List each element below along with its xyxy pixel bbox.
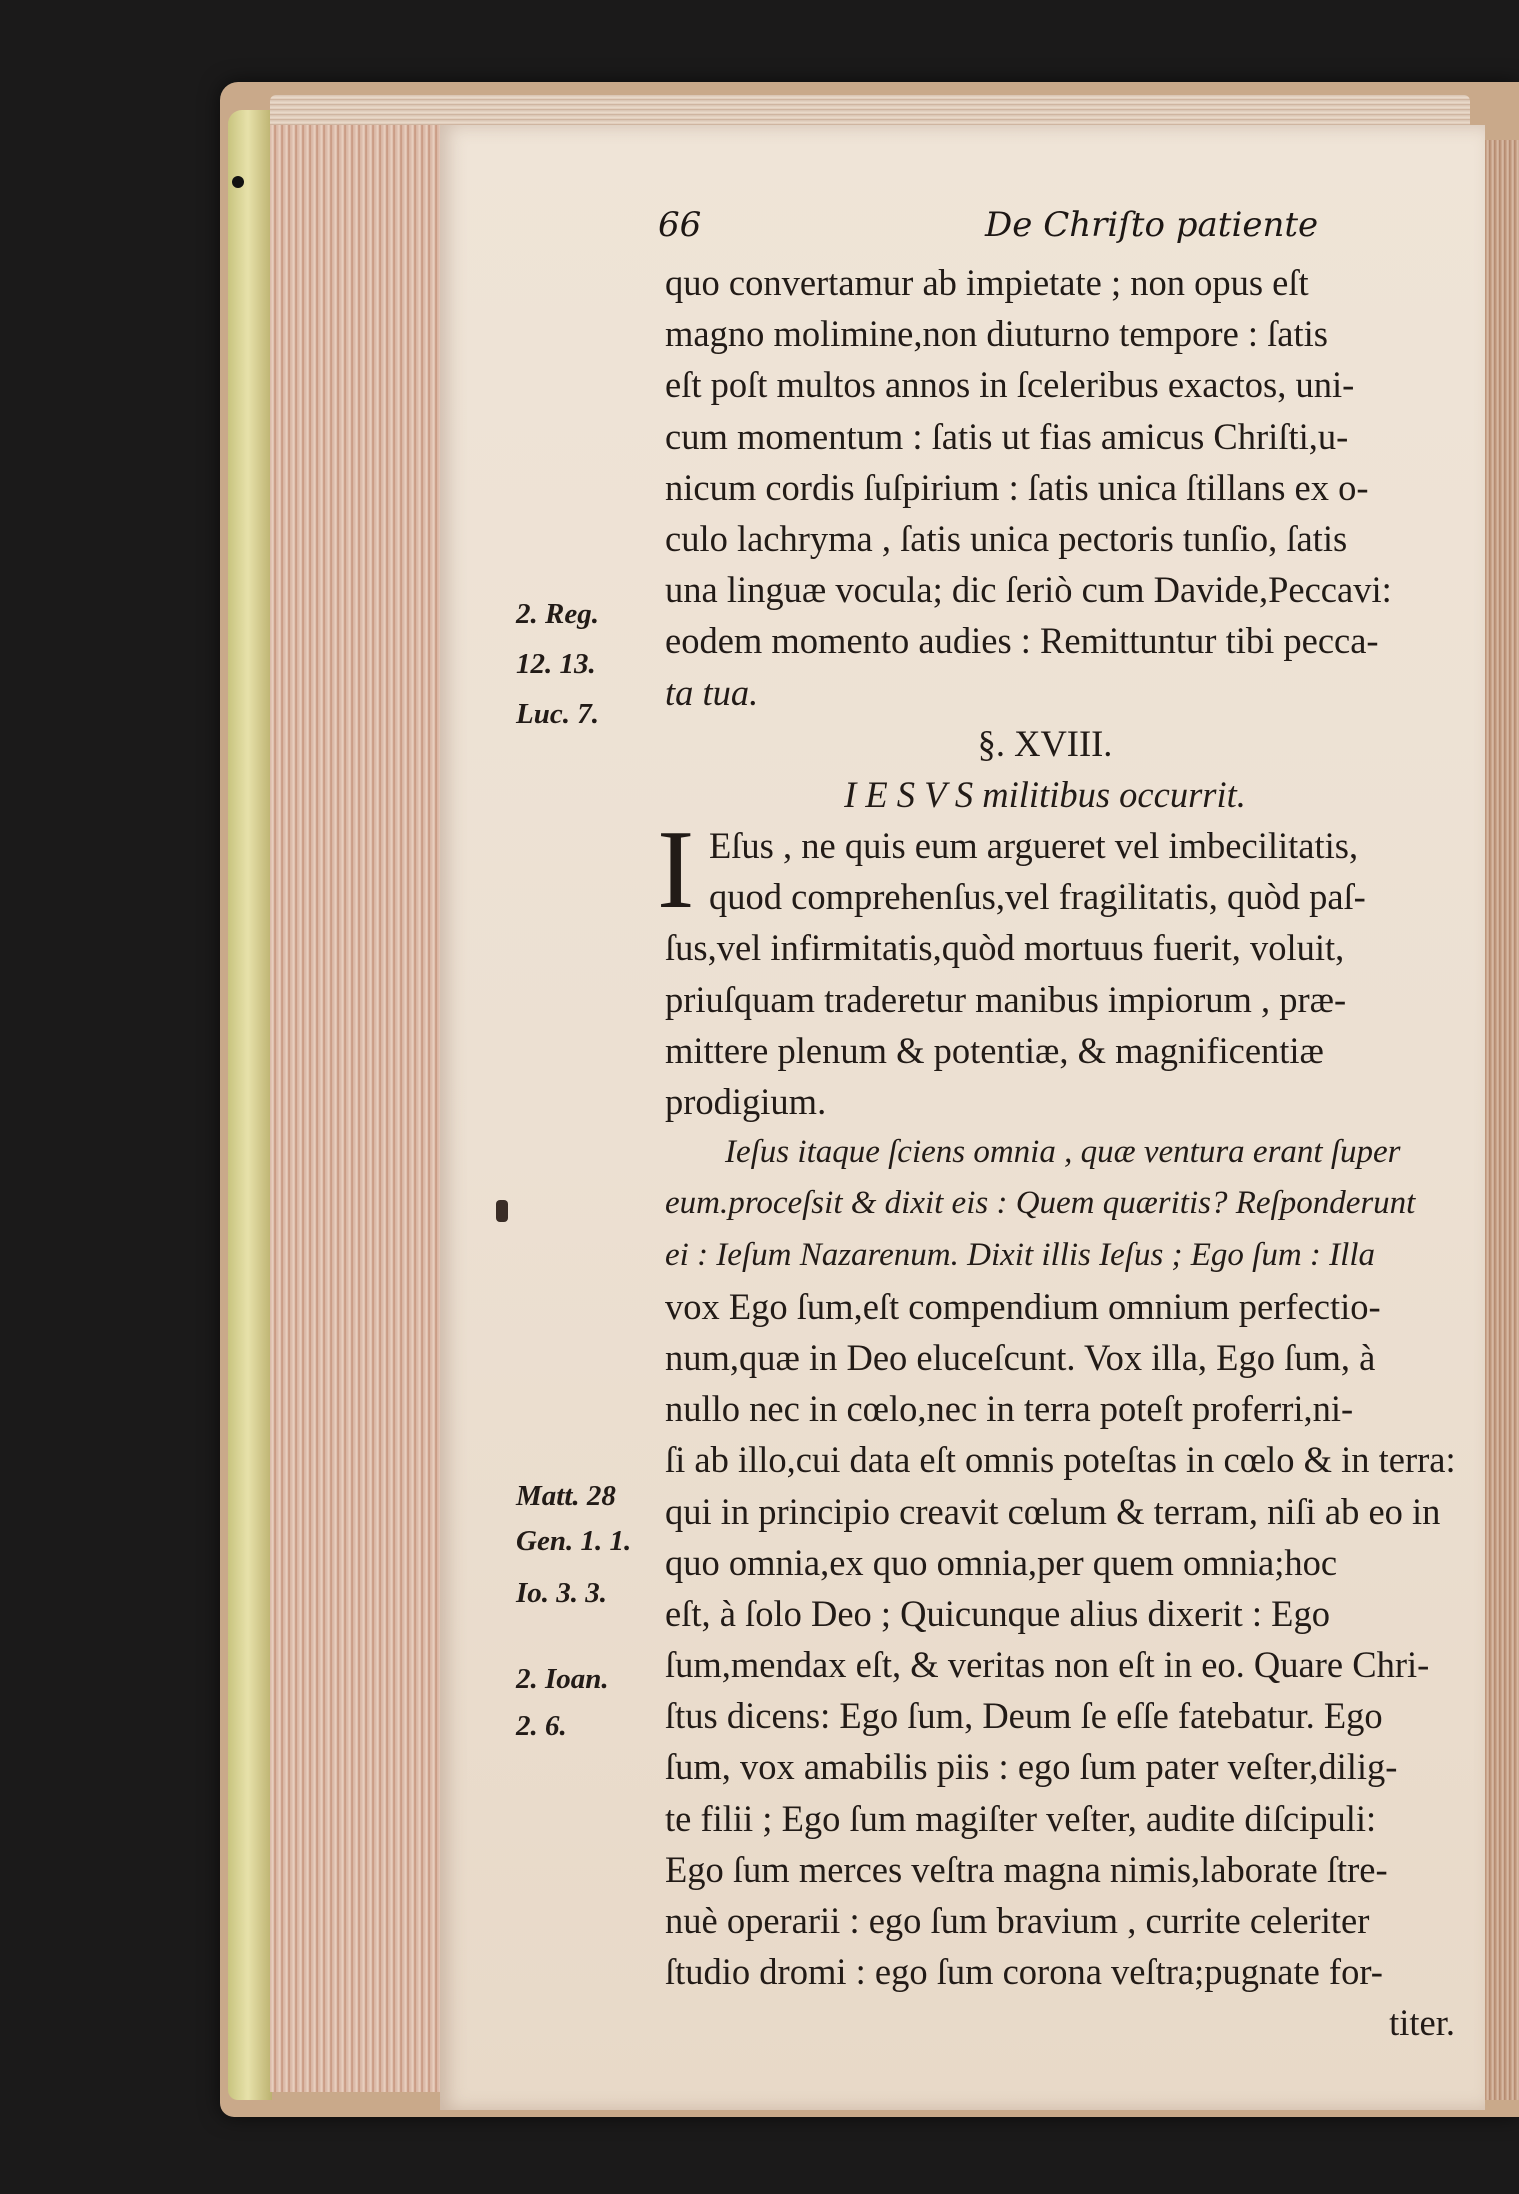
text-line: nullo nec in cœlo,nec in terra poteſt proferri,ni-	[665, 1388, 1354, 1430]
page-number: 66	[658, 205, 702, 245]
margin-note: 12. 13.	[516, 648, 596, 680]
binding-hole	[232, 176, 244, 188]
text-line: nuè operarii : ego ſum bravium , currite celeriter	[665, 1900, 1370, 1941]
running-head: De Chriſto patiente	[985, 205, 1319, 245]
margin-note: 2. Reg.	[516, 598, 599, 630]
book-spine	[228, 110, 272, 2100]
page-edges-right	[1485, 140, 1519, 2100]
page-edges-top	[270, 95, 1470, 125]
text-line: mittere plenum & potentiæ, & magnificentiæ	[665, 1029, 1324, 1071]
text-line: num,quæ in Deo eluceſcunt. Vox illa, Ego ſum, à	[665, 1336, 1376, 1378]
text-line: ſi ab illo,cui data eſt omnis poteſtas in cœlo & in terra:	[665, 1439, 1456, 1481]
text-line: ſum, vox amabilis piis : ego ſum pater veſter,dilig-	[665, 1746, 1398, 1788]
text-line: cum momentum : ſatis ut fias amicus Chriſti,u-	[665, 415, 1349, 457]
margin-note: Luc. 7.	[516, 698, 599, 730]
text-line: eſt, à ſolo Deo ; Quicunque alius dixerit : Ego	[665, 1592, 1330, 1634]
text-line: culo lachryma , ſatis unica pectoris tunſio, ſatis	[665, 517, 1348, 559]
text-line: eodem momento audies : Remittuntur tibi pecca-	[665, 620, 1379, 662]
text-line: Ieſus itaque ſciens omnia , quæ ventura erant ſuper	[725, 1134, 1401, 1171]
text-line: nicum cordis ſuſpirium : ſatis unica ſtillans ex o-	[665, 466, 1369, 508]
margin-note: Io. 3. 3.	[516, 1577, 608, 1609]
text-line: ſus,vel infirmitatis,quòd mortuus fuerit, voluit,	[665, 927, 1345, 969]
margin-note: Gen. 1. 1.	[516, 1525, 632, 1557]
text-line: eſt poſt multos annos in ſceleribus exactos, uni-	[665, 364, 1355, 406]
text-line: eum.proceſsit & dixit eis : Quem quæritis? Reſponderunt	[665, 1185, 1416, 1222]
text-line: magno molimine,non diuturno tempore : ſatis	[665, 313, 1328, 355]
text-line: quod comprehenſus,vel fragilitatis, quòd paſ-	[709, 876, 1366, 918]
text-line: ſum,mendax eſt, & veritas non eſt in eo. Quare Chri-	[665, 1644, 1430, 1686]
text-line: qui in principio creavit cœlum & terram, niſi ab eo in	[665, 1490, 1441, 1532]
ink-stain	[496, 1200, 508, 1222]
text-line: te filii ; Ego ſum magiſter veſter, audite diſcipuli:	[665, 1797, 1377, 1839]
body-text	[657, 257, 1465, 2049]
text-line: ta tua.	[665, 671, 759, 713]
margin-note: 2. 6.	[516, 1710, 567, 1742]
section-number: §. XVIII.	[977, 722, 1113, 764]
text-line: ei : Ieſum Nazarenum. Dixit illis Ieſus ; Ego ſum : Illa	[665, 1236, 1375, 1273]
book-page	[440, 125, 1485, 2110]
catchword: titer.	[1389, 2002, 1455, 2044]
text-line-content: Eſus , ne quis eum argueret vel imbecilitatis,	[709, 825, 1359, 867]
text-line: priuſquam traderetur manibus impiorum , præ-	[665, 978, 1347, 1020]
page-header	[440, 205, 1485, 255]
page-edges-left	[270, 112, 445, 2092]
text-line: una linguæ vocula; dic ſeriò cum Davide,Peccavi:	[665, 569, 1392, 611]
text-line: ſtus dicens: Ego ſum, Deum ſe eſſe fatebatur. Ego	[665, 1695, 1383, 1737]
margin-note: Matt. 28	[516, 1480, 616, 1512]
text-line: prodigium.	[665, 1081, 827, 1122]
text-line: ſtudio dromi : ego ſum corona veſtra;pugnate for-	[665, 1951, 1383, 1993]
text-line: quo omnia,ex quo omnia,per quem omnia;hoc	[665, 1541, 1338, 1583]
text-line: Ego ſum merces veſtra magna nimis,laborate ſtre-	[665, 1848, 1388, 1890]
drop-cap: I	[657, 808, 695, 933]
margin-note: 2. Ioan.	[516, 1663, 609, 1695]
text-line: quo convertamur ab impietate ; non opus eſt	[665, 262, 1309, 303]
text-line: vox Ego ſum,eſt compendium omnium perfectio-	[665, 1285, 1381, 1327]
section-title: I E S V S militibus occurrit.	[844, 773, 1246, 815]
